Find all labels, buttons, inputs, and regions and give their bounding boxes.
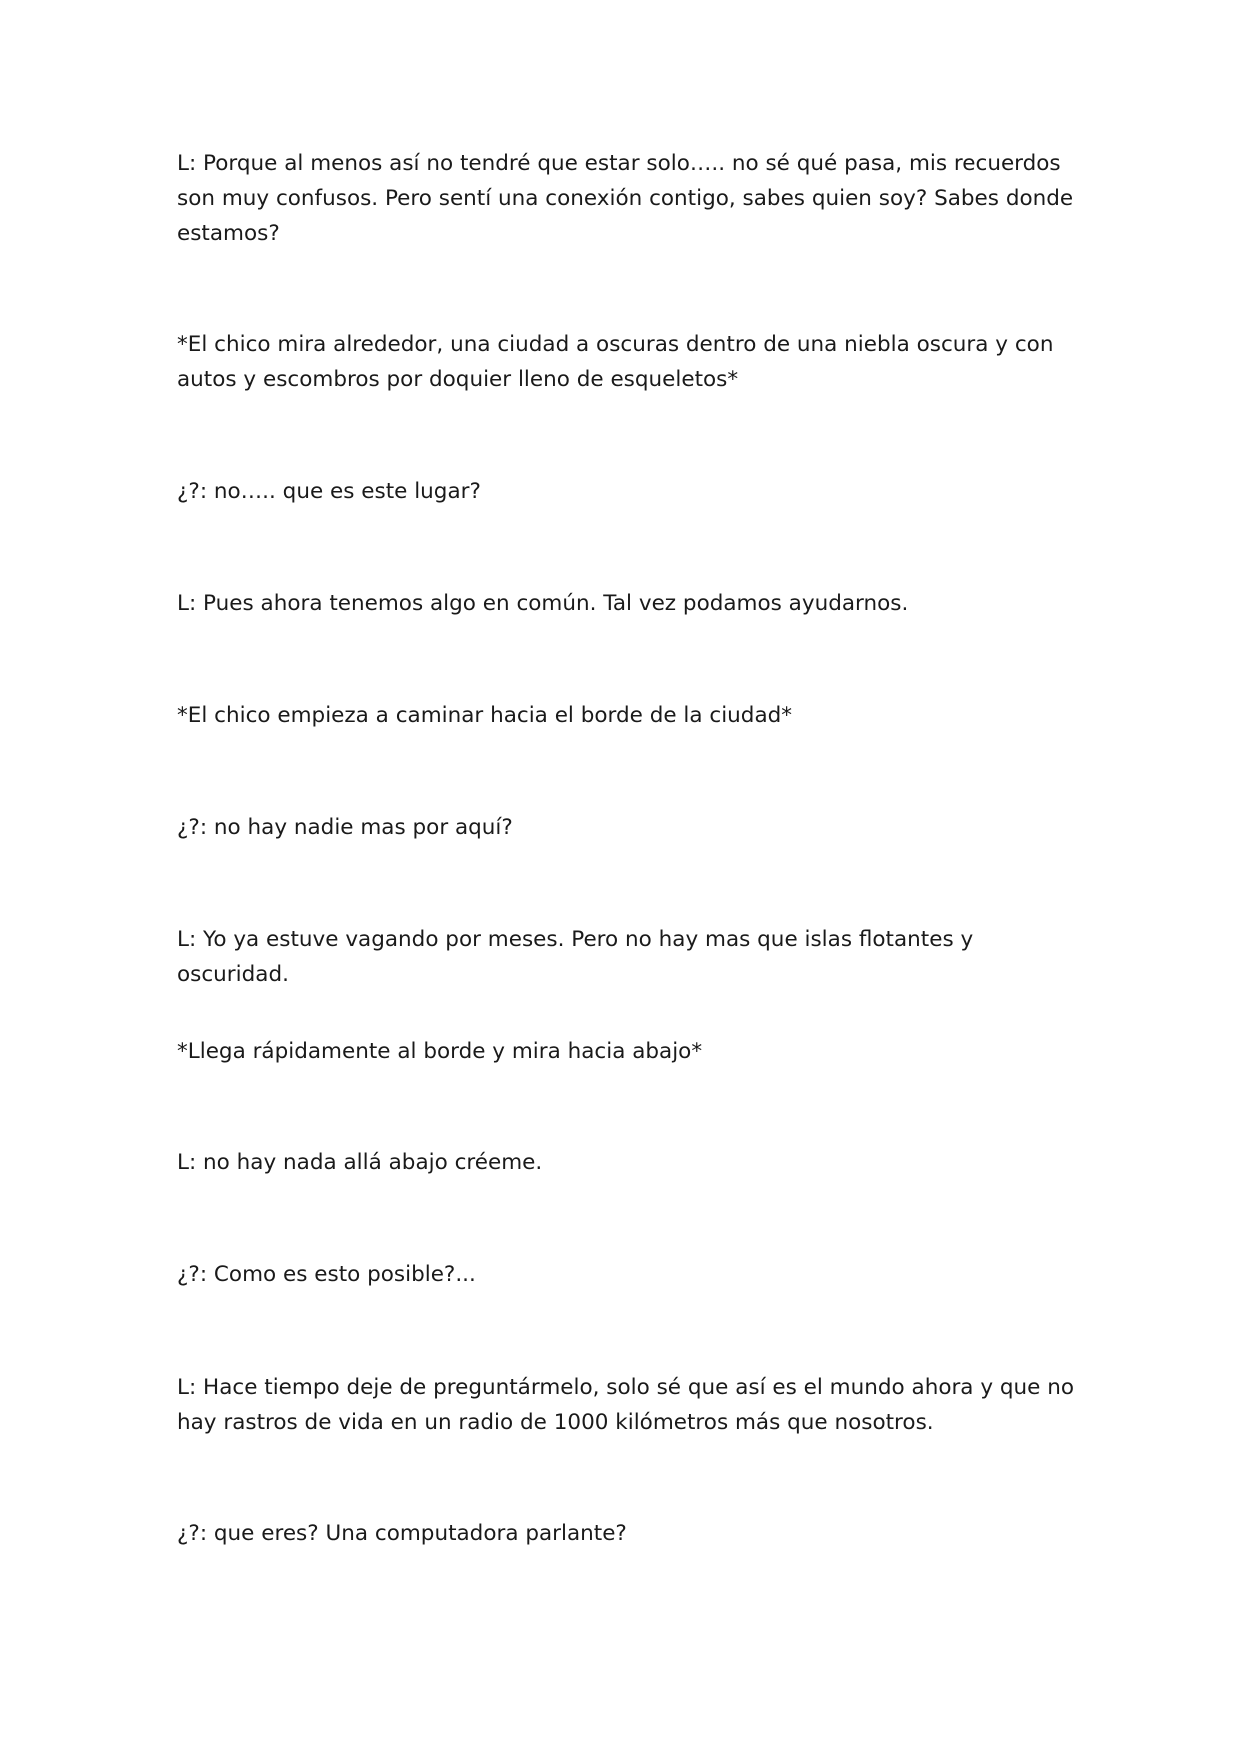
dialogue-paragraph: L: Yo ya estuve vagando por meses. Pero no hay mas que islas flotantes y oscuridad. <box>177 927 974 987</box>
dialogue-paragraph: ¿?: no….. que es este lugar? <box>177 479 481 504</box>
dialogue-paragraph: L: Hace tiempo deje de preguntármelo, solo sé que así es el mundo ahora y que no hay rastros de vida en un radio de 1000 kilómetros más que nosotros. <box>177 1375 1074 1435</box>
dialogue-paragraph: ¿?: que eres? Una computadora parlante? <box>177 1521 627 1546</box>
dialogue-paragraph: L: no hay nada allá abajo créeme. <box>177 1150 543 1175</box>
dialogue-paragraph: ¿?: Como es esto posible?... <box>177 1262 476 1287</box>
narration-paragraph: *El chico mira alrededor, una ciudad a oscuras dentro de una niebla oscura y con autos y escombros por doquier lleno de esqueletos* <box>177 332 1054 392</box>
narration-paragraph: *El chico empieza a caminar hacia el borde de la ciudad* <box>177 703 793 728</box>
narration-paragraph: *Llega rápidamente al borde y mira hacia abajo* <box>177 1039 703 1064</box>
dialogue-paragraph: L: Porque al menos así no tendré que estar solo….. no sé qué pasa, mis recuerdos son muy confusos. Pero sentí una conexión contigo, sabes quien soy? Sabes donde estamos? <box>177 151 1074 246</box>
dialogue-paragraph: ¿?: no hay nadie mas por aquí? <box>177 815 513 840</box>
dialogue-paragraph: L: Pues ahora tenemos algo en común. Tal vez podamos ayudarnos. <box>177 591 909 616</box>
